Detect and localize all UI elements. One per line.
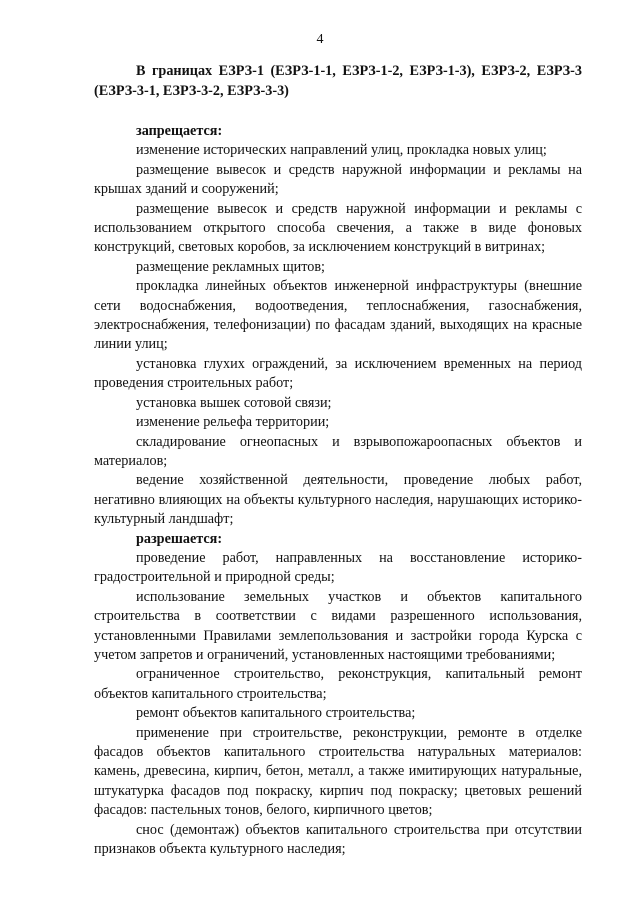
forbidden-item: прокладка линейных объектов инженерной инфраструктуры (внешние сети водоснабжения, водоотведения, теплоснабжения, газоснабжения, электроснабжения, телефонизации) по фасадам зданий, выходящих на красные линии улиц;	[94, 278, 582, 353]
allowed-item: проведение работ, направленных на восстановление историко-градостроительной и природной среды;	[94, 549, 582, 586]
page-number: 4	[316, 32, 324, 47]
allowed-item: использование земельных участков и объектов капитального строительства в соответствии с видами разрешенного использования, установленными Правилами землепользования и застройки города Курска с учетом запретов и ограничений, установленных настоящими требованиями;	[94, 588, 582, 663]
requirements-body	[94, 122, 582, 859]
allowed-label: разрешается:	[136, 530, 223, 547]
zone-heading: В границах ЕЗРЗ-1 (ЕЗРЗ-1-1, ЕЗРЗ-1-2, ЕЗРЗ-1-3), ЕЗРЗ-2, ЕЗРЗ-3 (ЕЗРЗ-3-1, ЕЗРЗ-3-2, ЕЗРЗ-3-3)	[94, 63, 582, 99]
forbidden-item: изменение исторических направлений улиц, прокладка новых улиц;	[136, 142, 547, 159]
forbidden-item: установка вышек сотовой связи;	[136, 394, 332, 411]
allowed-item: ограниченное строительство, реконструкция, капитальный ремонт объектов капитального строительства;	[94, 666, 582, 702]
allowed-item: ремонт объектов капитального строительства;	[136, 705, 416, 722]
forbidden-item: ведение хозяйственной деятельности, проведение любых работ, негативно влияющих на объекты культурного наследия, нарушающих историко-культурный ландшафт;	[94, 472, 582, 528]
allowed-item: применение при строительстве, реконструкции, ремонте в отделке фасадов объектов капитального строительства натуральных материалов: камень, древесина, кирпич, бетон, металл, а также имитирующих натуральные, штукатурка фасадов под покраску, кирпич под покраску; цветовых решений фасадов: пастельных тонов, белого, кирпичного цветов;	[94, 724, 582, 819]
forbidden-item: размещение вывесок и средств наружной информации и рекламы на крышах зданий и сооружений;	[94, 161, 582, 198]
forbidden-label: запрещается:	[136, 123, 223, 139]
forbidden-item: установка глухих ограждений, за исключением временных на период проведения строительных работ;	[94, 355, 582, 392]
forbidden-item: размещение вывесок и средств наружной информации и рекламы с использованием открытого способа свечения, а также в виде фоновых конструкций, световых коробов, за исключением конструкций в витринах;	[94, 200, 582, 256]
forbidden-item: складирование огнеопасных и взрывопожароопасных объектов и материалов;	[94, 433, 582, 469]
forbidden-item: размещение рекламных щитов;	[136, 258, 325, 275]
forbidden-item: изменение рельефа территории;	[136, 414, 330, 431]
allowed-item: снос (демонтаж) объектов капитального строительства при отсутствии признаков объекта культурного наследия;	[94, 821, 582, 858]
